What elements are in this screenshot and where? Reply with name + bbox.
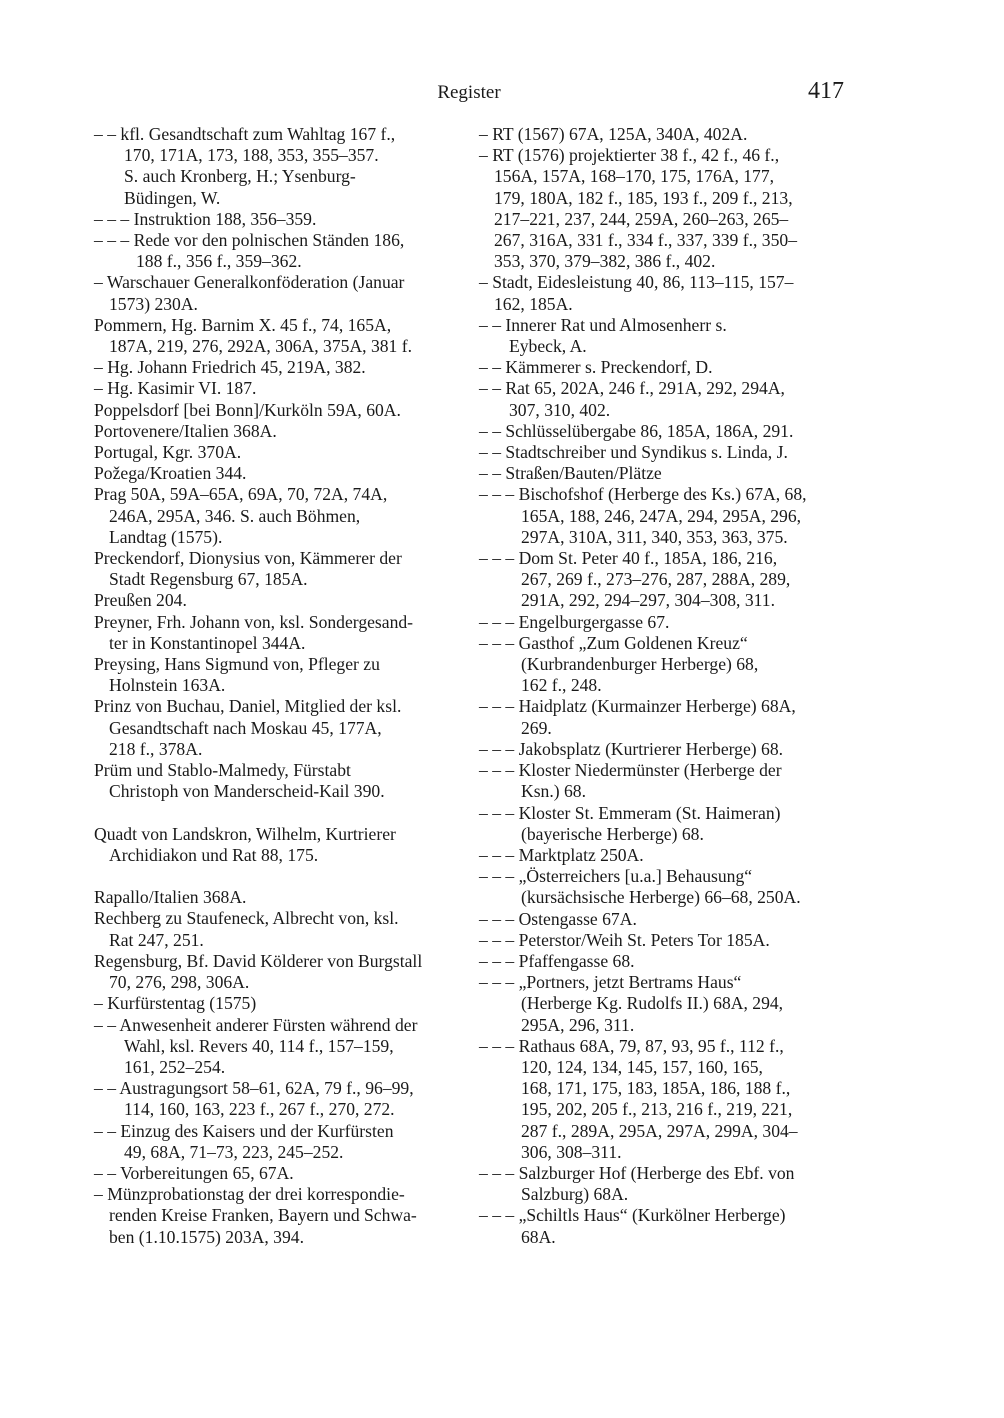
- index-entry-line: Rat 247, 251.: [109, 929, 204, 950]
- index-entry-line: 165A, 188, 246, 247A, 294, 295A, 296,: [521, 505, 802, 526]
- index-entry: [479, 357, 847, 378]
- index-entry-line: 120, 124, 134, 145, 157, 160, 165,: [521, 1056, 763, 1077]
- index-entry-line: – – Anwesenheit anderer Fürsten während der: [94, 1014, 418, 1035]
- index-entry-line: 179, 180A, 182 f., 185, 193 f., 209 f., 213,: [494, 187, 793, 208]
- index-entry-line: Prag 50A, 59A–65A, 69A, 70, 72A, 74A,: [94, 484, 388, 505]
- index-entry: [479, 548, 847, 612]
- index-entry-line: ben (1.10.1575) 203A, 394.: [109, 1226, 304, 1247]
- index-entry-line: 168, 171, 175, 183, 185A, 186, 188 f.,: [521, 1078, 791, 1099]
- index-entry-line: Preyner, Frh. Johann von, ksl. Sondergesand-: [94, 611, 414, 632]
- index-entry: [94, 315, 466, 357]
- index-entry-line: – – Kämmerer s. Preckendorf, D.: [479, 357, 713, 378]
- index-entry-line: 307, 310, 402.: [509, 399, 611, 420]
- running-header: Register: [437, 82, 501, 103]
- index-entry-line: Rechberg zu Staufeneck, Albrecht von, ksl.: [94, 908, 399, 929]
- index-entry-line: 291A, 292, 294–297, 304–308, 311.: [521, 590, 775, 611]
- index-entry-line: Rapallo/Italien 368A.: [94, 887, 247, 908]
- index-entry: [94, 1121, 466, 1163]
- index-entry-line: 49, 68A, 71–73, 223, 245–252.: [124, 1141, 344, 1162]
- index-entry-line: Gesandtschaft nach Moskau 45, 177A,: [109, 717, 382, 738]
- index-entry: [479, 760, 847, 802]
- index-entry-line: 306, 308–311.: [521, 1141, 622, 1162]
- index-entry: [479, 1205, 847, 1247]
- index-entry-line: Wahl, ksl. Revers 40, 114 f., 157–159,: [124, 1035, 394, 1056]
- index-entry-line: (bayerische Herberge) 68.: [521, 823, 704, 844]
- index-entry-line: – – – Ostengasse 67A.: [479, 908, 637, 929]
- index-entry-line: – – – Salzburger Hof (Herberge des Ebf. von: [479, 1162, 795, 1183]
- index-entry-line: – – – Kloster St. Emmeram (St. Haimeran): [479, 802, 781, 823]
- index-entry-line: – – kfl. Gesandtschaft zum Wahltag 167 f.,: [94, 124, 396, 144]
- index-entry: [94, 760, 466, 802]
- index-entry-line: – – – Marktplatz 250A.: [479, 844, 644, 865]
- index-entry-line: Salzburg) 68A.: [521, 1184, 629, 1205]
- index-entry-line: Portovenere/Italien 368A.: [94, 420, 277, 441]
- index-entry-line: Quadt von Landskron, Wilhelm, Kurtrierer: [94, 823, 396, 844]
- index-entry-line: – – – Rathaus 68A, 79, 87, 93, 95 f., 112 f.,: [479, 1035, 784, 1056]
- index-entry-line: 170, 171A, 173, 188, 353, 355–357.: [124, 145, 379, 166]
- index-entry-line: 218 f., 378A.: [109, 738, 203, 759]
- index-entry-line: Požega/Kroatien 344.: [94, 463, 247, 484]
- index-entry-line: Pommern, Hg. Barnim X. 45 f., 74, 165A,: [94, 314, 392, 335]
- index-entry-line: – – – Dom St. Peter 40 f., 185A, 186, 216,: [479, 548, 778, 569]
- index-entry-line: 162, 185A.: [494, 293, 573, 314]
- index-entry-line: 269.: [521, 717, 552, 738]
- index-entry-line: (Herberge Kg. Rudolfs II.) 68A, 294,: [521, 993, 784, 1014]
- index-entry-line: – – Stadtschreiber und Syndikus s. Linda, J.: [479, 442, 788, 463]
- index-entry-line: – – Schlüsselübergabe 86, 185A, 186A, 291.: [479, 420, 794, 441]
- index-entry-line: Prüm und Stablo-Malmedy, Fürstabt: [94, 760, 351, 781]
- index-entry-line: – – – Jakobsplatz (Kurtrierer Herberge) 68.: [479, 738, 784, 759]
- index-entry-line: – – – Instruktion 188, 356–359.: [94, 208, 317, 229]
- index-entry: [94, 612, 466, 654]
- index-entry-line: 267, 269 f., 273–276, 287, 288A, 289,: [521, 569, 791, 590]
- index-entry-line: – Kurfürstentag (1575): [94, 993, 257, 1014]
- index-entry-line: 353, 370, 379–382, 386 f., 402.: [494, 251, 716, 272]
- index-entry: [94, 209, 466, 230]
- index-entry-line: – – Rat 65, 202A, 246 f., 291A, 292, 294A,: [479, 378, 785, 399]
- index-entry-line: – – – „Portners, jetzt Bertrams Haus“: [479, 972, 742, 993]
- index-entry: [479, 930, 847, 951]
- index-entry-line: – – – Bischofshof (Herberge des Ks.) 67A, 68,: [479, 484, 807, 505]
- index-entry: [479, 845, 847, 866]
- index-entry-line: – – – Rede vor den polnischen Ständen 186,: [94, 230, 405, 251]
- index-entry-line: renden Kreise Franken, Bayern und Schwa-: [109, 1205, 417, 1226]
- index-entry: [479, 909, 847, 930]
- index-entry: [94, 654, 466, 696]
- index-entry-line: – – Einzug des Kaisers und der Kurfürsten: [94, 1120, 394, 1141]
- index-entry: [479, 442, 847, 463]
- index-entry-line: – – – Engelburgergasse 67.: [479, 611, 670, 632]
- index-entry: [479, 378, 847, 420]
- index-entry-line: 161, 252–254.: [124, 1056, 226, 1077]
- index-entry-line: Landtag (1575).: [109, 526, 223, 547]
- index-entry-line: 156A, 157A, 168–170, 175, 176A, 177,: [494, 166, 775, 187]
- index-entry-line: Archidiakon und Rat 88, 175.: [109, 844, 319, 865]
- index-entry-line: 114, 160, 163, 223 f., 267 f., 270, 272.: [124, 1099, 395, 1120]
- index-entry-line: 295A, 296, 311.: [521, 1014, 635, 1035]
- index-entry-line: – – – Gasthof „Zum Goldenen Kreuz“: [479, 632, 748, 653]
- index-entry: [94, 442, 466, 463]
- index-entry: [479, 1163, 847, 1205]
- index-entry-line: Portugal, Kgr. 370A.: [94, 442, 242, 463]
- index-entry-line: Holnstein 163A.: [109, 675, 226, 696]
- index-entry-line: – – Austragungsort 58–61, 62A, 79 f., 96–99,: [94, 1078, 414, 1099]
- index-entry: [94, 230, 466, 272]
- index-entry-line: 1573) 230A.: [109, 293, 198, 314]
- index-entry: [94, 357, 466, 378]
- index-entry: [94, 378, 466, 399]
- index-entry-line: Prinz von Buchau, Daniel, Mitglied der ksl.: [94, 696, 402, 717]
- index-entry-line: – – Vorbereitungen 65, 67A.: [94, 1162, 294, 1183]
- index-entry-line: – RT (1567) 67A, 125A, 340A, 402A.: [479, 124, 748, 144]
- index-entry-line: Ksn.) 68.: [521, 781, 586, 802]
- index-entry-line: Eybeck, A.: [509, 336, 587, 357]
- index-entry: [479, 612, 847, 633]
- index-entry-line: 188 f., 356 f., 359–362.: [136, 251, 302, 272]
- index-entry-line: 217–221, 237, 244, 259A, 260–263, 265–: [494, 208, 789, 229]
- index-entry: [94, 1078, 466, 1120]
- index-entry: [479, 866, 847, 908]
- index-entry-line: – – – „Schiltls Haus“ (Kurkölner Herberge): [479, 1205, 786, 1226]
- index-entry: [479, 972, 847, 1036]
- index-entry: [479, 124, 847, 145]
- index-entry-line: 187A, 219, 276, 292A, 306A, 375A, 381 f.: [109, 336, 412, 357]
- index-entry-line: – – Straßen/Bauten/Plätze: [479, 463, 662, 484]
- index-entry-line: – Münzprobationstag der drei korrespondie-: [94, 1184, 405, 1205]
- index-entry-line: – Warschauer Generalkonföderation (Januar: [94, 272, 405, 293]
- index-entry-line: – Hg. Kasimir VI. 187.: [94, 378, 257, 399]
- index-entry: [94, 124, 466, 209]
- index-entry: [479, 272, 847, 314]
- index-column-right: [479, 124, 847, 1248]
- index-entry-line: Preußen 204.: [94, 590, 187, 611]
- index-entry: [479, 951, 847, 972]
- index-entry: [94, 548, 466, 590]
- index-entry: [94, 1015, 466, 1079]
- index-entry: [479, 145, 847, 272]
- index-entry: [479, 1036, 847, 1163]
- index-entry: [94, 696, 466, 760]
- index-column-left: [94, 124, 466, 1248]
- index-entry-line: – – – Peterstor/Weih St. Peters Tor 185A.: [479, 929, 770, 950]
- index-entry-line: 246A, 295A, 346. S. auch Böhmen,: [109, 505, 361, 526]
- page-number: 417: [808, 78, 844, 104]
- index-entry-line: Preysing, Hans Sigmund von, Pfleger zu: [94, 654, 380, 675]
- index-entry-line: 162 f., 248.: [521, 675, 602, 696]
- index-entry: [94, 1184, 466, 1248]
- index-entry-line: – Stadt, Eidesleistung 40, 86, 113–115, 157–: [479, 272, 794, 293]
- index-entry-line: – – – Kloster Niedermünster (Herberge der: [479, 760, 782, 781]
- index-entry: [94, 400, 466, 421]
- index-entry: [94, 887, 466, 908]
- index-entry-line: – – – „Österreichers [u.a.] Behausung“: [479, 866, 753, 887]
- index-entry: [94, 824, 466, 866]
- index-entry-line: (Kurbrandenburger Herberge) 68,: [521, 654, 759, 675]
- index-entry-line: ter in Konstantinopel 344A.: [109, 632, 306, 653]
- index-entry-line: Preckendorf, Dionysius von, Kämmerer der: [94, 548, 402, 569]
- index-entry: [479, 315, 847, 357]
- index-entry: [94, 590, 466, 611]
- index-entry: [479, 696, 847, 738]
- index-entry: [94, 272, 466, 314]
- index-entry-line: 195, 202, 205 f., 213, 216 f., 219, 221,: [521, 1099, 793, 1120]
- index-entry-line: Poppelsdorf [bei Bonn]/Kurköln 59A, 60A.: [94, 399, 401, 420]
- index-entry: [94, 484, 466, 548]
- index-entry-line: – – – Haidplatz (Kurmainzer Herberge) 68A,: [479, 696, 796, 717]
- index-entry: [94, 421, 466, 442]
- index-entry-line: Regensburg, Bf. David Kölderer von Burgstall: [94, 950, 423, 971]
- index-entry-line: S. auch Kronberg, H.; Ysenburg-: [124, 166, 356, 187]
- index-entry-line: 287 f., 289A, 295A, 297A, 299A, 304–: [521, 1120, 798, 1141]
- index-entry-line: 267, 316A, 331 f., 334 f., 337, 339 f., 350–: [494, 230, 797, 251]
- index-entry-line: – Hg. Johann Friedrich 45, 219A, 382.: [94, 357, 366, 378]
- index-entry-line: Christoph von Manderscheid-Kail 390.: [109, 781, 385, 802]
- index-entry: [94, 1163, 466, 1184]
- index-entry: [479, 484, 847, 548]
- index-entry: [479, 633, 847, 697]
- index-entry: [479, 421, 847, 442]
- index-entry: [94, 951, 466, 993]
- index-entry: [479, 463, 847, 484]
- index-entry: [94, 908, 466, 950]
- index-entry: [94, 463, 466, 484]
- index-entry-line: Stadt Regensburg 67, 185A.: [109, 569, 308, 590]
- section-gap: [94, 866, 466, 887]
- index-entry-line: 297A, 310A, 311, 340, 353, 363, 375.: [521, 526, 788, 547]
- index-entry-line: Büdingen, W.: [124, 187, 221, 208]
- section-gap: [94, 803, 466, 824]
- index-entry-line: 70, 276, 298, 306A.: [109, 972, 250, 993]
- index-entry-line: – – Innerer Rat und Almosenherr s.: [479, 314, 727, 335]
- index-entry: [479, 739, 847, 760]
- index-entry: [479, 803, 847, 845]
- index-entry-line: 68A.: [521, 1226, 556, 1247]
- index-entry-line: – – – Pfaffengasse 68.: [479, 950, 635, 971]
- index-entry: [94, 993, 466, 1014]
- index-entry-line: (kursächsische Herberge) 66–68, 250A.: [521, 887, 801, 908]
- index-entry-line: – RT (1576) projektierter 38 f., 42 f., 46 f.,: [479, 145, 780, 166]
